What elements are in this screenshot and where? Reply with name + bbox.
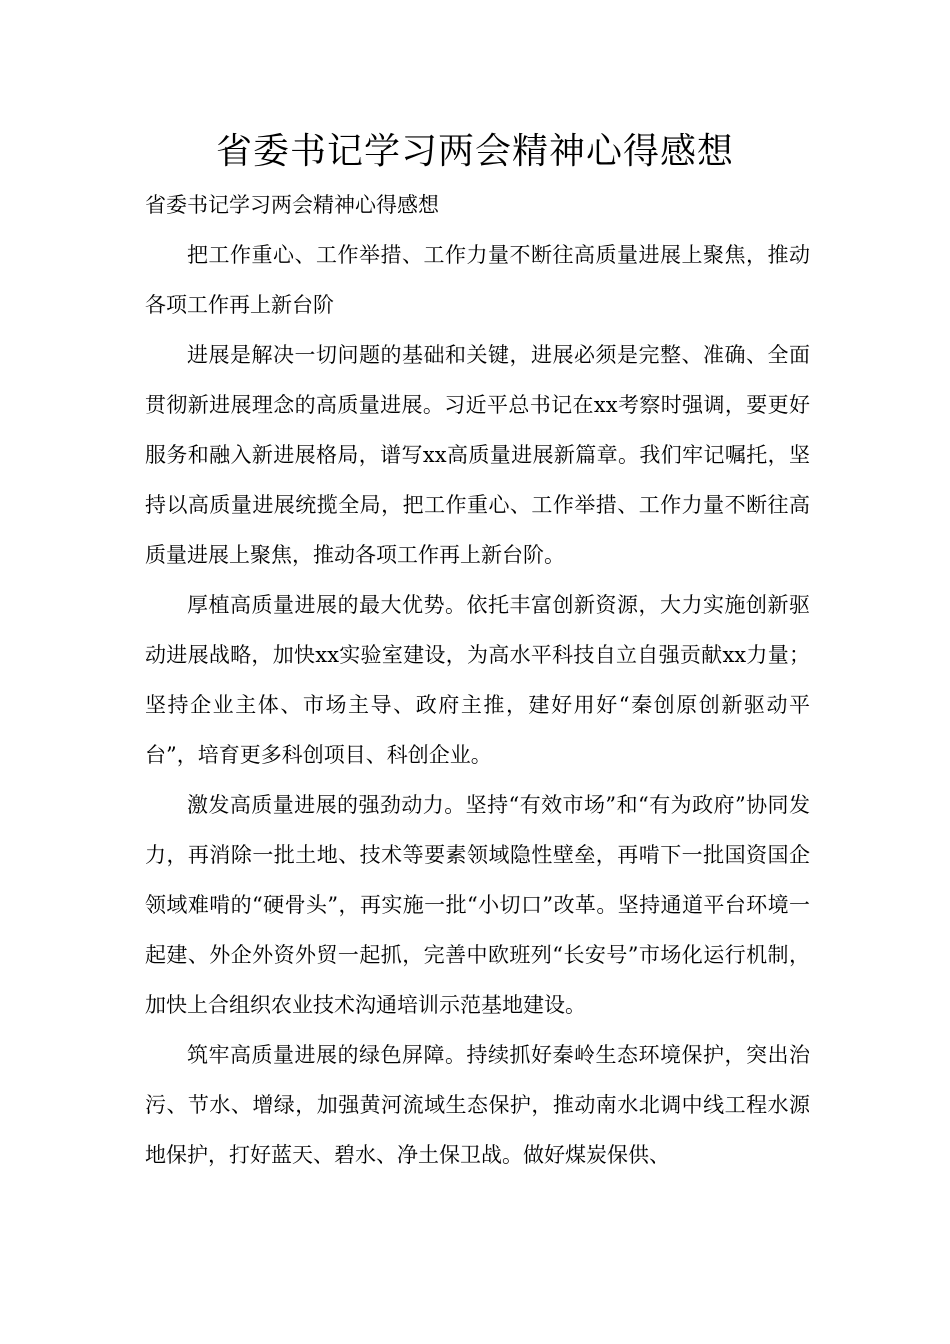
paragraph-2: 厚植高质量进展的最大优势。依托丰富创新资源，大力实施创新驱动进展战略，加快xx实验室建设，为高水平科技自立自强贡献xx力量；坚持企业主体、市场主导、政府主推，建好用好“秦创原创新驱动平台”，培育更多科创项目、科创企业。 [145, 593, 810, 767]
paragraph-3: 激发高质量进展的强劲动力。坚持“有效市场”和“有为政府”协同发力，再消除一批土地、技术等要素领域隐性壁垒，再啃下一批国资国企领域难啃的“硬骨头”，再实施一批“小切口”改革。坚持通道平台环境一起建、外企外资外贸一起抓，完善中欧班列“长安号”市场化运行机制，加快上合组织农业技术沟通培训示范基地建设。 [145, 793, 810, 1017]
document-subtitle: 省委书记学习两会精神心得感想 [145, 193, 439, 217]
document-title: 省委书记学习两会精神心得感想 [215, 131, 734, 172]
paragraph-4: 筑牢高质量进展的绿色屏障。持续抓好秦岭生态环境保护，突出治污、节水、增绿，加强黄河流域生态保护，推动南水北调中线工程水源地保护，打好蓝天、碧水、净土保卫战。做好煤炭保供、 [145, 1043, 810, 1167]
paragraph-1: 进展是解决一切问题的基础和关键，进展必须是完整、准确、全面贯彻新进展理念的高质量进展。习近平总书记在xx考察时强调，要更好服务和融入新进展格局，谱写xx高质量进展新篇章。我们牢记嘱托，坚持以高质量进展统揽全局，把工作重心、工作举措、工作力量不断往高质量进展上聚焦，推动各项工作再上新台阶。 [145, 343, 810, 567]
document-body [145, 180, 810, 1180]
paragraph-heading: 把工作重心、工作举措、工作力量不断往高质量进展上聚焦，推动各项工作再上新台阶 [145, 243, 810, 317]
